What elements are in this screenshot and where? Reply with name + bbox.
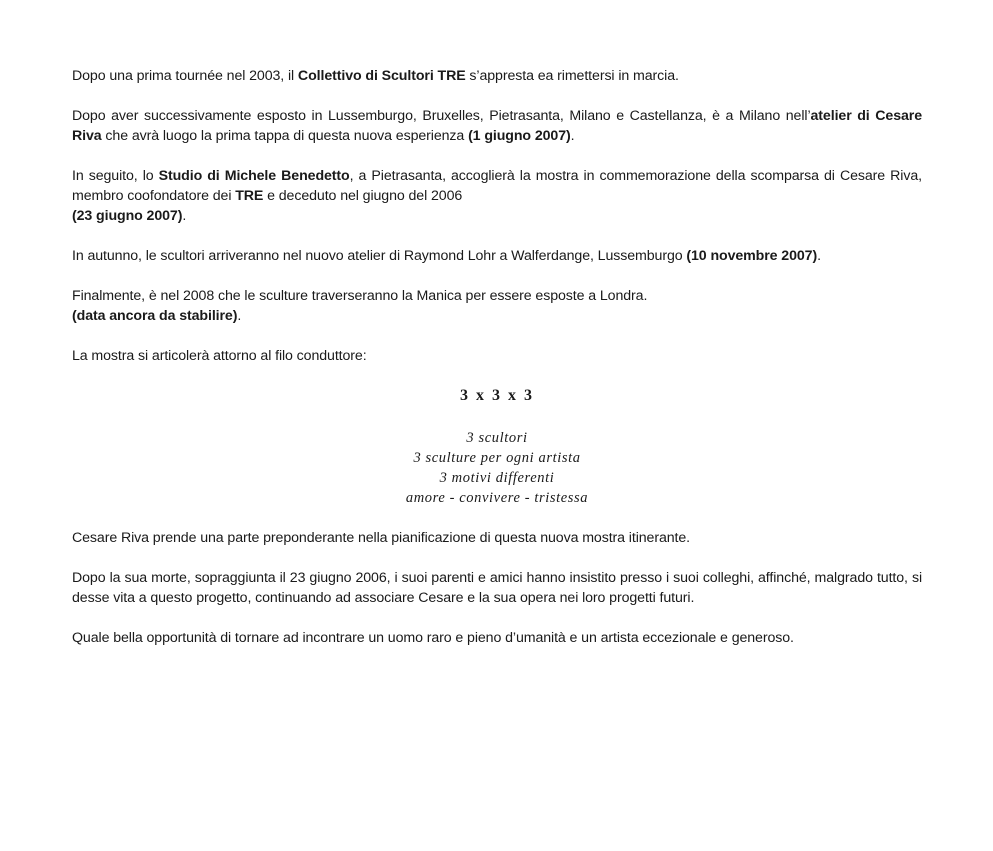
- text: Finalmente, è nel 2008 che le sculture traverseranno la Manica per essere esposte a Londra.: [72, 288, 648, 304]
- paragraph-closing: Quale bella opportunità di tornare ad incontrare un uomo raro e pieno d’umanità e un artista eccezionale e generoso.: [72, 630, 794, 646]
- event-date: (data ancora da stabilire): [72, 308, 238, 324]
- motto: 3 x 3 x 3: [460, 387, 534, 404]
- poem-line: 3 sculture per ogni artista: [413, 450, 581, 466]
- paragraph-first-stage: [72, 106, 922, 146]
- text: .: [182, 208, 187, 224]
- event-date: (10 novembre 2007): [686, 248, 818, 264]
- collective-name: Collettivo di Scultori TRE: [297, 68, 466, 84]
- poem-line: amore - convivere - tristessa: [405, 490, 589, 506]
- text: e deceduto nel giugno del 2006: [263, 188, 463, 204]
- text: Dopo aver successivamente esposto in Lussemburgo, Bruxelles, Pietrasanta, Milano e Castellanza, è a Milano nell’: [72, 108, 811, 124]
- theme-block: [72, 386, 922, 508]
- text: In autunno, le scultori arriveranno nel nuovo atelier di Raymond Lohr a Walferdange, Lussemburgo: [72, 248, 687, 264]
- text: che avrà luogo la prima tappa di questa nuova esperienza: [101, 128, 469, 144]
- paragraph-second-stage: [72, 166, 922, 226]
- text: .: [817, 248, 821, 264]
- document-page: [72, 66, 922, 668]
- text: , a Pietrasanta, accoglierà la mostra in commemorazione della scomparsa di Cesare Riva, membro coofondatore dei: [72, 168, 922, 204]
- paragraph-fourth-stage: [72, 286, 922, 326]
- text: Dopo una prima tournée nel 2003, il: [72, 68, 298, 84]
- venue-name: atelier di Cesare Riva: [72, 108, 923, 144]
- paragraph-legacy: Dopo la sua morte, sopraggiunta il 23 giugno 2006, i suoi parenti e amici hanno insistito presso i suoi colleghi, affinché, malgrado tutto, si desse vita a questo progetto, continuando ad associare Cesare e la sua opera nei loro progetti futuri.: [72, 570, 922, 606]
- paragraph-theme-intro: La mostra si articolerà attorno al filo conduttore:: [72, 348, 367, 364]
- paragraph-role: Cesare Riva prende una parte preponderante nella pianificazione di questa nuova mostra itinerante.: [72, 530, 691, 546]
- text: .: [570, 128, 575, 144]
- paragraph-third-stage: [72, 246, 922, 266]
- text: .: [237, 308, 242, 324]
- event-date: (23 giugno 2007): [72, 208, 183, 224]
- paragraph-intro: [72, 66, 922, 86]
- collective-short-name: TRE: [235, 188, 264, 204]
- poem: [72, 428, 922, 508]
- poem-line: 3 scultori: [466, 430, 528, 446]
- venue-name: Studio di Michele Benedetto: [158, 168, 350, 184]
- event-date: (1 giugno 2007): [468, 128, 571, 144]
- text: In seguito, lo: [72, 168, 159, 184]
- poem-line: 3 motivi differenti: [439, 470, 555, 486]
- text: s’appresta ea rimettersi in marcia.: [465, 68, 679, 84]
